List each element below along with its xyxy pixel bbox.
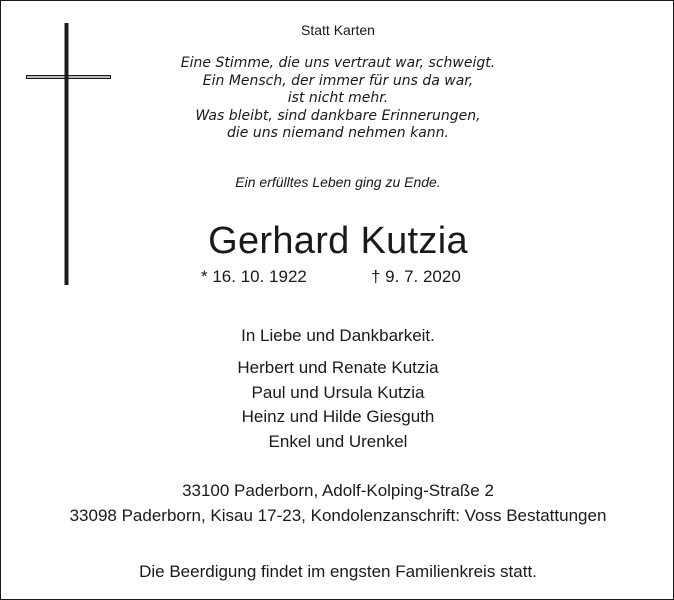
address-block [1,479,674,528]
poem-line: Eine Stimme, die uns vertraut war, schweigt. [180,55,496,71]
address-line: 33098 Paderborn, Kisau 17-23, Kondolenzanschrift: Voss Bestattungen [69,505,607,525]
birth-date: * 16. 10. 1922 [201,267,307,286]
deceased-name: Gerhard Kutzia [208,220,468,262]
family-list [1,356,674,454]
poem-line: Ein Mensch, der immer für uns da war, [202,72,474,89]
family-member: Enkel und Urenkel [268,431,408,451]
family-member: Heinz und Hilde Giesguth [241,407,435,426]
header-text: Statt Karten [301,22,375,38]
poem-line: die uns niemand nehmen kann. [227,125,449,141]
poem-line: Was bleibt, sind dankbare Erinnerungen, [195,107,481,124]
dedication: In Liebe und Dankbarkeit. [241,326,435,345]
funeral-note: Die Beerdigung findet im engsten Familienkreis statt. [139,562,537,581]
poem [1,55,674,143]
family-member: Herbert und Renate Kutzia [237,358,439,377]
poem-line: ist nicht mehr. [287,90,389,106]
family-member: Paul und Ursula Kutzia [251,382,425,402]
address-line: 33100 Paderborn, Adolf-Kolping-Straße 2 [182,481,494,500]
death-date: † 9. 7. 2020 [371,267,461,286]
closing-line: Ein erfülltes Leben ging zu Ende. [235,174,441,190]
